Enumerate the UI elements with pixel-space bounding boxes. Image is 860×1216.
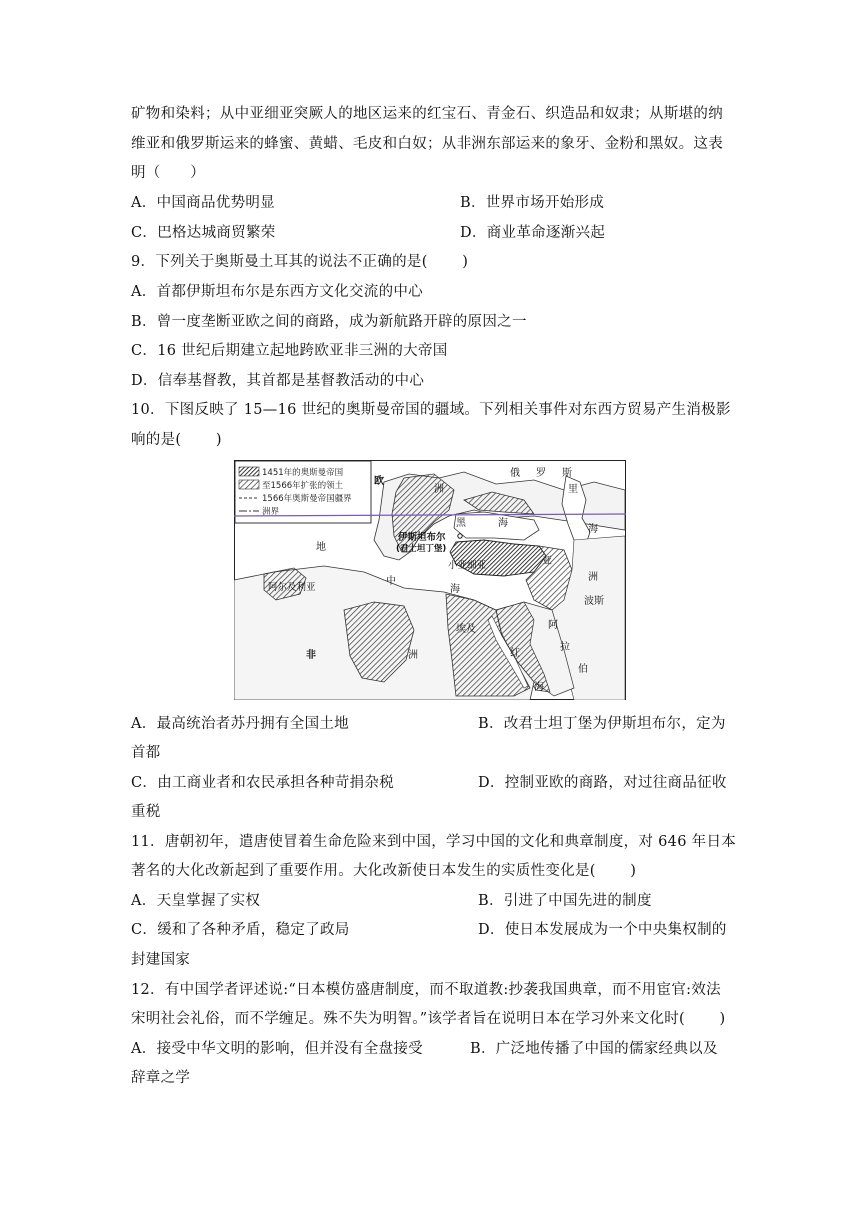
label-bo: 伯 (578, 664, 588, 675)
label-med-hai: 海 (450, 584, 460, 595)
label-zhong: 中 (386, 576, 396, 587)
q8-stem-line-3: 明（ ） (131, 165, 205, 181)
q9-option-b: B．曾一度垄断亚欧之间的商路，成为新航路开辟的原因之一 (131, 314, 527, 330)
label-hong: 红 (510, 648, 520, 659)
label-fei: 非 (306, 650, 316, 661)
label-ou: 欧 (374, 476, 384, 487)
label-a: 阿 (548, 620, 558, 631)
q8-option-c: C．巴格达城商贸繁荣 (131, 225, 276, 241)
q9-option-c: C．16 世纪后期建立起地跨欧亚非三洲的大帝国 (131, 343, 448, 359)
label-ya: 亚 (542, 556, 552, 567)
label-russia-1: 俄 (510, 468, 520, 479)
q12-option-b: B．广泛地传播了中国的儒家经典以及 (470, 1041, 718, 1057)
label-caspian-hai: 海 (588, 524, 598, 535)
q11-stem-line-1: 11．唐朝初年，遣唐使冒着生命危险来到中国，学习中国的文化和典章制度，对 646 年日本 (131, 834, 737, 850)
q10-option-b: B．改君士坦丁堡为伊斯坦布尔，定为 (478, 716, 726, 732)
legend-label-1566-border: 1566年奥斯曼帝国疆界 (262, 494, 352, 504)
q10-stem-line-2: 响的是( ) (131, 432, 222, 448)
q9-option-d: D．信奉基督教，其首都是基督教活动的中心 (131, 373, 425, 389)
q11-option-b: B．引进了中国先进的制度 (478, 893, 652, 909)
label-egypt: 埃及 (456, 624, 476, 635)
legend-swatch-1451 (239, 467, 259, 476)
label-red-hai: 海 (534, 682, 544, 693)
istanbul-marker (458, 534, 462, 538)
q11-option-a: A．天皇掌握了实权 (131, 893, 261, 909)
legend-label-continent-line: 洲界 (262, 507, 280, 517)
q8-option-d: D．商业革命逐渐兴起 (460, 225, 606, 241)
q12-stem-line-2: 宋明社会礼俗，而不学缠足。殊不失为明智。”该学者旨在说明日本在学习外来文化时( ) (131, 1011, 726, 1027)
q9-stem: 9．下列关于奥斯曼土耳其的说法不正确的是( ) (131, 254, 469, 270)
q12-option-b-continued: 辞章之学 (131, 1070, 191, 1086)
q10-option-b-continued: 首都 (131, 745, 161, 761)
label-algeria: 阿尔及利亚 (268, 582, 316, 593)
q10-option-d: D．控制亚欧的商路，对过往商品征收 (478, 775, 727, 791)
label-black-hai: 海 (498, 518, 508, 529)
label-zhou-africa: 洲 (408, 650, 418, 661)
label-russia-3: 斯 (562, 468, 572, 479)
q8-stem-line-2: 维亚和俄罗斯运来的蜂蜜、黄蜡、毛皮和白奴；从非洲东部运来的象牙、金粉和黑奴。这表 (131, 136, 723, 152)
label-li: 里 (568, 484, 578, 495)
legend-label-1451: 1451年的奥斯曼帝国 (262, 468, 344, 478)
label-di: 地 (316, 542, 326, 553)
q9-option-a: A．首都伊斯坦布尔是东西方文化交流的中心 (131, 284, 423, 300)
label-zhou-asia: 洲 (588, 572, 598, 583)
q11-stem-line-2: 著名的大化改新起到了重要作用。大化改新使日本发生的实质性变化是( ) (131, 863, 637, 879)
q10-option-d-continued: 重税 (131, 804, 161, 820)
q10-option-a: A．最高统治者苏丹拥有全国土地 (131, 716, 349, 732)
legend-label-1566-expansion: 至1566年扩张的领土 (262, 481, 344, 491)
label-la: 拉 (560, 642, 570, 653)
label-hei: 黑 (456, 518, 466, 529)
legend-swatch-1566 (239, 480, 259, 489)
q12-option-a: A．接受中华文明的影响，但并没有全盘接受 (131, 1041, 423, 1057)
label-russia-2: 罗 (536, 468, 546, 479)
label-asia-minor: 小亚细亚 (448, 560, 487, 571)
label-zhou-europe: 洲 (434, 484, 444, 495)
q10-stem-line-1: 10．下图反映了 15—16 世纪的奥斯曼帝国的疆域。下列相关事件对东西方贸易产生消极影 (131, 402, 731, 418)
label-persia: 波斯 (584, 596, 604, 607)
ottoman-empire-map (234, 460, 626, 700)
q11-option-d-continued: 封建国家 (131, 952, 191, 968)
q11-option-d: D．使日本发展成为一个中央集权制的 (478, 922, 727, 938)
q12-stem-line-1: 12．有中国学者评述说:“日本模仿盛唐制度，而不取道教:抄袭我国典章，而不用宦官:效法 (131, 982, 721, 998)
label-constantinople: (君士坦丁堡) (396, 544, 447, 554)
q8-option-a: A．中国商品优势明显 (131, 195, 275, 211)
q11-option-c: C．缓和了各种矛盾，稳定了政局 (131, 922, 350, 938)
q10-option-c: C．由工商业者和农民承担各种苛捐杂税 (131, 775, 394, 791)
q8-option-b: B．世界市场开始形成 (460, 195, 605, 211)
label-istanbul: 伊斯坦布尔 (398, 532, 446, 543)
q8-stem-line-1: 矿物和染料；从中亚细亚突厥人的地区运来的红宝石、青金石、织造品和奴隶；从斯堪的纳 (131, 106, 723, 122)
